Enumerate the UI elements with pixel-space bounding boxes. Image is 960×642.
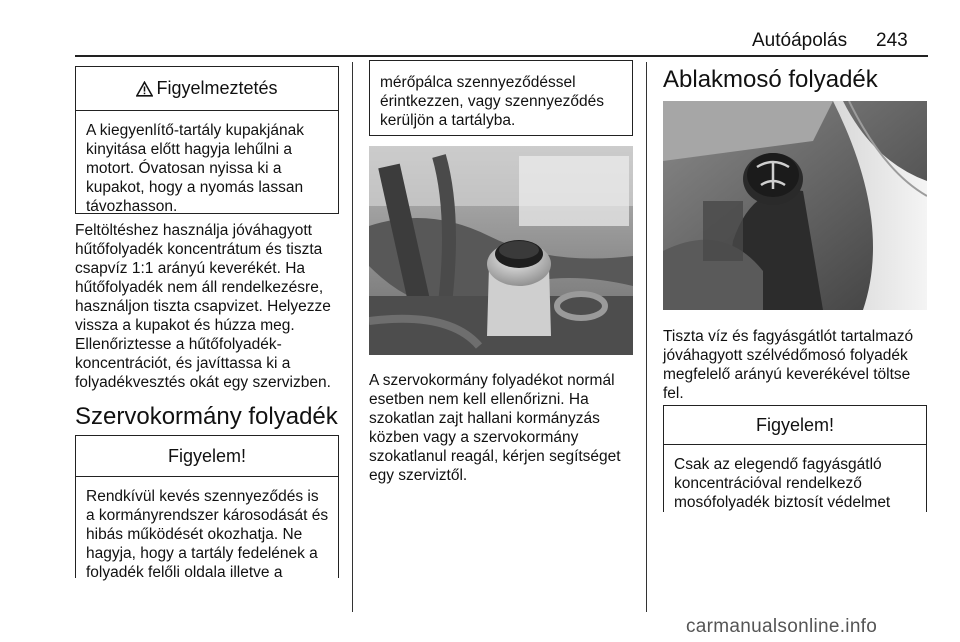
power-steering-caution-text: Rendkívül kevés szennyeződés is a kormányrendszer károsodását és hibás működését okozhatja. Ne hagyja, hogy a tartály fedelének a folyadék felőli oldala illetve a [86, 488, 329, 581]
coolant-fill-paragraph: Feltöltéshez használja jóváhagyott hűtőfolyadék koncentrátum és tiszta csapvíz 1:1 arányú keverékét. Ha hűtőfolyadék nem áll rendelkezésre, használjon tiszta csapvizet. Helyezze vissza a kupakot és húzza meg. Ellenőriztesse a hűtőfolyadék-koncentrációt, és javíttassa ki a folyadékvesztés okát egy szervizben. [75, 222, 331, 391]
power-steering-paragraph: A szervokormány folyadékot normál esetben nem kell ellenőrizni. Ha szokatlan zajt hallani kormányzás közben vagy a szervokormány szokatlanul reagál, kérjen segítséget egy szerviztől. [369, 372, 621, 484]
warning-box [75, 66, 339, 214]
washer-fluid-heading: Ablakmosó folyadék [663, 66, 878, 93]
column-divider-2 [646, 62, 647, 612]
header-rule [75, 55, 928, 57]
power-steering-reservoir-photo [369, 146, 633, 355]
washer-fluid-reservoir-photo [663, 101, 927, 310]
section-title: Autóápolás [752, 30, 848, 51]
washer-fluid-caution-title: Figyelem! [755, 414, 835, 435]
power-steering-caution-box [75, 435, 339, 581]
power-steering-caution-continued-text: mérőpálca szennyeződéssel érintkezzen, vagy szennyeződés kerüljön a tartályba. [380, 74, 605, 129]
warning-triangle-icon [136, 81, 153, 97]
watermark: carmanualsonline.info [686, 616, 878, 637]
warning-box-title: Figyelmeztetés [156, 78, 278, 98]
washer-fluid-caution-header [664, 406, 926, 445]
page-number: 243 [876, 30, 908, 51]
washer-fluid-paragraph: Tiszta víz és fagyásgátlót tartalmazó jóváhagyott szélvédőmosó folyadék megfelelő arányú keverékével töltse fel. [663, 328, 914, 402]
power-steering-heading: Szervokormány folyadék [75, 403, 338, 430]
power-steering-caution-continued-box [369, 60, 633, 136]
washer-fluid-caution-box [663, 405, 927, 512]
column-divider-1 [352, 62, 353, 612]
warning-box-text: A kiegyenlítő-tartály kupakjának kinyitása előtt hagyja lehűlni a motort. Óvatosan nyissa ki a kupakot, hogy a nyomás lassan távozhasson. [86, 122, 304, 215]
warning-box-header [76, 67, 338, 111]
power-steering-caution-title: Figyelem! [167, 445, 247, 466]
power-steering-caution-header [76, 436, 338, 477]
page-header [0, 0, 960, 60]
washer-fluid-caution-text: Csak az elegendő fagyásgátló koncentrációval rendelkező mosófolyadék biztosít védelmet [674, 456, 891, 511]
